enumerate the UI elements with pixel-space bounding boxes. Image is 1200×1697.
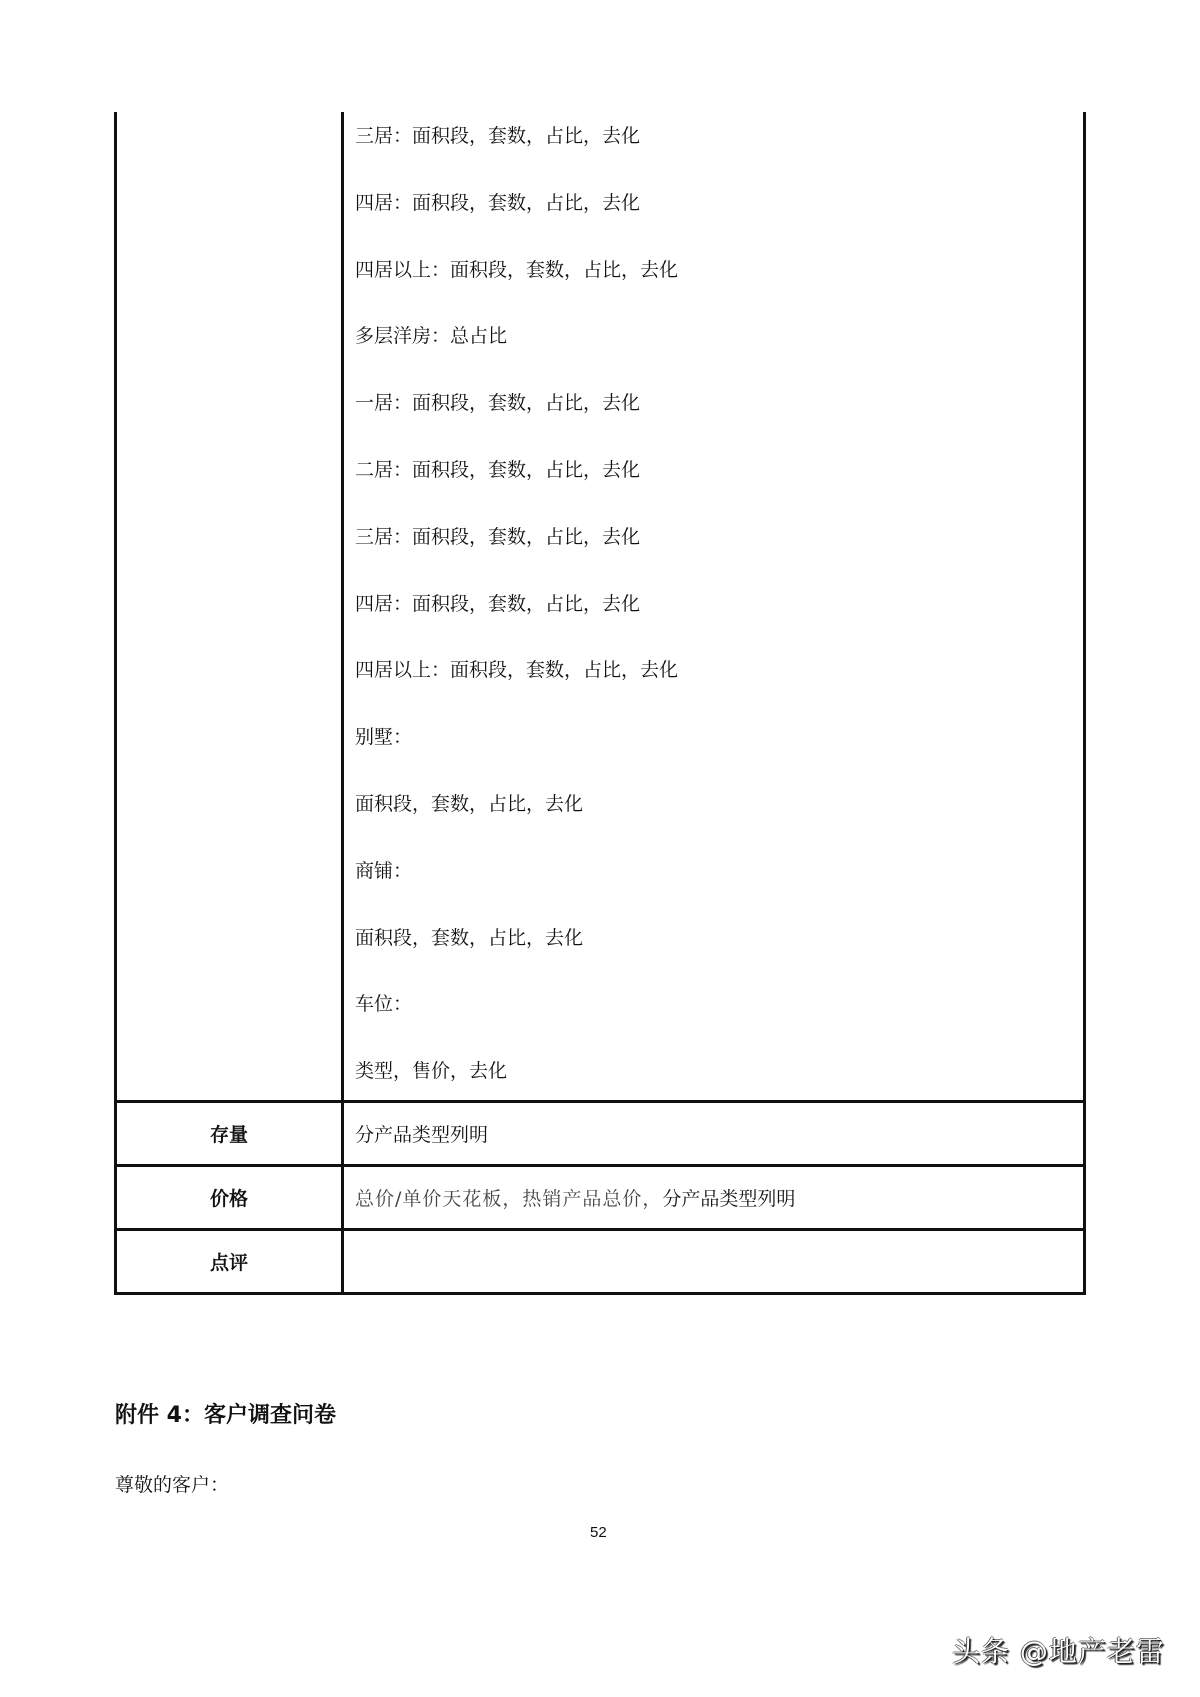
- list-item: 一居：面积段，套数，占比，去化: [355, 392, 641, 415]
- row-label-inventory: 存量: [117, 1103, 344, 1164]
- list-item: 别墅：: [355, 726, 413, 749]
- table-row-product-breakdown: [117, 112, 1083, 1100]
- list-item: 三居：面积段，套数，占比，去化: [355, 525, 641, 548]
- list-item: 四居以上：面积段，套数，占比，去化: [355, 659, 679, 682]
- product-breakdown-cell: [344, 112, 1083, 1100]
- inventory-value: 分产品类型列明: [355, 1124, 489, 1147]
- list-item: 四居：面积段，套数，占比，去化: [355, 191, 641, 214]
- list-item: 车位：: [355, 993, 413, 1016]
- table-row-inventory: [117, 1100, 1083, 1164]
- list-item: 二居：面积段，套数，占比，去化: [355, 458, 641, 481]
- watermark: 头条 @地产老雷: [952, 1635, 1165, 1668]
- table-row-comment: [117, 1228, 1083, 1292]
- comment-value: [344, 1231, 1083, 1292]
- list-item: 类型，售价，去化: [355, 1060, 508, 1083]
- row-label-comment: 点评: [117, 1231, 344, 1292]
- list-item: 面积段，套数，占比，去化: [355, 926, 584, 949]
- list-item: 四居：面积段，套数，占比，去化: [355, 592, 641, 615]
- list-item: 多层洋房：总占比: [355, 325, 508, 348]
- list-item: 商铺：: [355, 859, 413, 882]
- page-number: 52: [590, 1524, 607, 1541]
- list-item: 面积段，套数，占比，去化: [355, 792, 584, 815]
- survey-content-table: [114, 112, 1086, 1295]
- list-item: 四居以上：面积段，套数，占比，去化: [355, 258, 679, 281]
- price-value-suffix: 分产品类型列明: [662, 1188, 796, 1211]
- row-label-price: 价格: [117, 1167, 344, 1228]
- table-row-price: [117, 1164, 1083, 1228]
- list-item: 三居：面积段，套数，占比，去化: [355, 125, 641, 147]
- row-label-empty: [117, 112, 344, 1100]
- greeting-text: 尊敬的客户：: [115, 1474, 230, 1496]
- price-value: [344, 1167, 1083, 1228]
- price-value-detail: 总价/单价天花板，热销产品总价，: [355, 1188, 663, 1211]
- section-title: 附件 4：客户调查问卷: [115, 1403, 336, 1428]
